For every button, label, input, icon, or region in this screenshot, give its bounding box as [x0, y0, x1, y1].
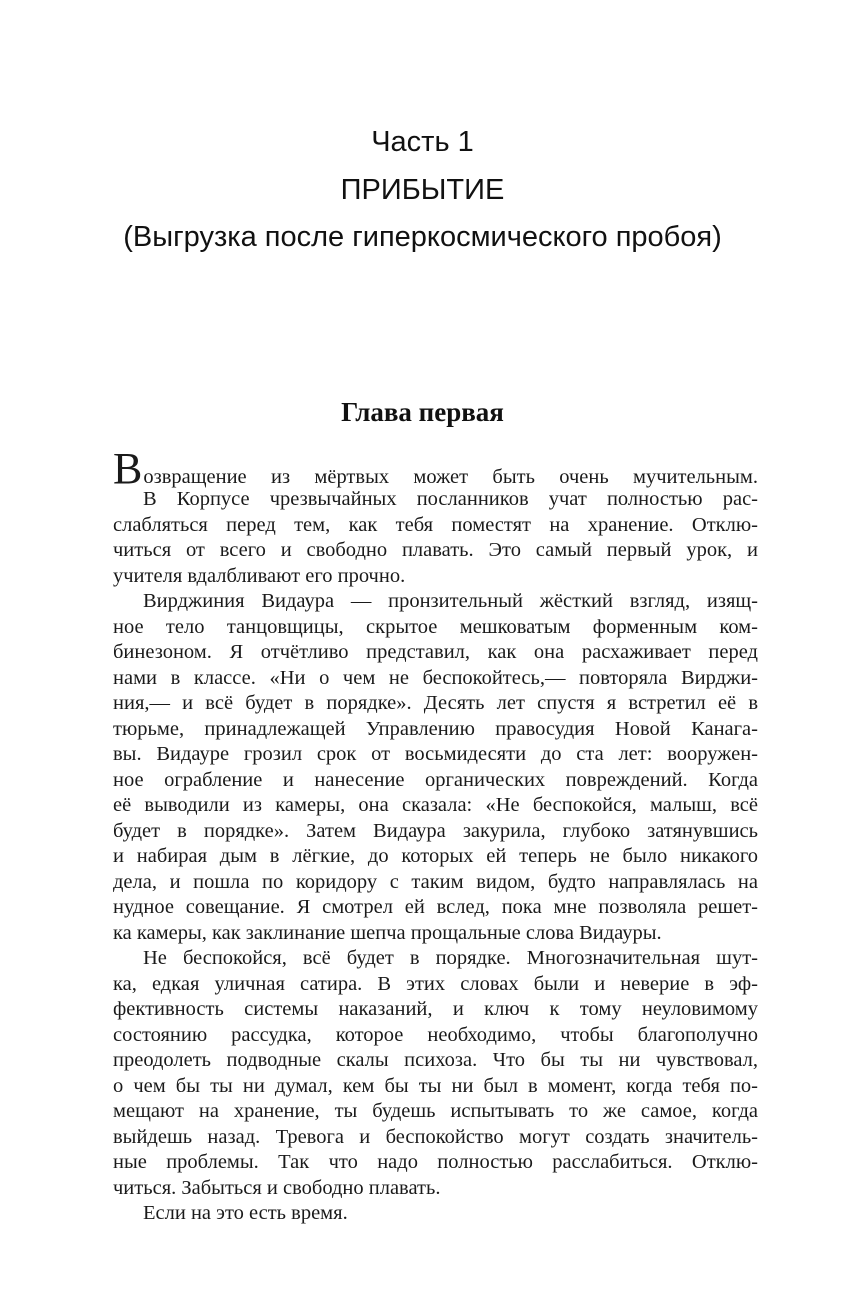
- text-line: [113, 1048, 758, 1074]
- text-line: [113, 946, 758, 972]
- line-text: читься от всего и свободно плавать. Это самый первый урок, и: [113, 539, 758, 561]
- line-text: о чем бы ты ни думал, кем бы ты ни был в момент, когда тебя по-: [113, 1074, 758, 1097]
- line-text: ное ограбление и нанесение органических повреждений. Когда: [113, 768, 758, 791]
- line-text: озвращение из мёртвых может быть очень мучительным.: [143, 466, 758, 488]
- text-line: [113, 895, 758, 921]
- text-line: [113, 844, 758, 870]
- text-line: [113, 1023, 758, 1049]
- text-line: [113, 921, 758, 947]
- text-line: [113, 870, 758, 896]
- line-text: нами в классе. «Ни о чем не беспокойтесь,— повторяла Вирджи-: [113, 666, 758, 689]
- line-text: ное тело танцовщицы, скрытое мешковатым форменным ком-: [113, 615, 758, 638]
- text-line: [113, 589, 758, 615]
- line-text: слабляться перед тем, как тебя поместят на хранение. Отклю-: [113, 513, 758, 536]
- line-text: тюрьме, принадлежащей Управлению правосудия Новой Канага-: [113, 717, 758, 740]
- text-line: [113, 1201, 758, 1227]
- line-text: и набирая дым в лёгкие, до которых ей теперь не было никакого: [113, 845, 758, 867]
- chapter-body: [113, 444, 758, 1227]
- part-subtitle: (Выгрузка после гиперкосмического пробоя): [123, 221, 722, 253]
- line-text: бинезоном. Я отчётливо представил, как она расхаживает перед: [113, 641, 758, 663]
- line-text: её выводили из камеры, она сказала: «Не беспокойся, малыш, всё: [113, 794, 758, 816]
- text-line: [113, 793, 758, 819]
- line-text: учителя вдалбливают его прочно.: [113, 564, 406, 587]
- text-line: [113, 819, 758, 845]
- line-text: ка, едкая уличная сатира. В этих словах были и неверие в эф-: [113, 972, 758, 995]
- text-line: [113, 1125, 758, 1151]
- text-line: [113, 717, 758, 743]
- line-text: дела, и пошла по коридору с таким видом, будто направлялась на: [113, 870, 758, 893]
- text-line: [113, 972, 758, 998]
- line-text: ния,— и всё будет в порядке». Десять лет спустя я встретил её в: [113, 692, 758, 714]
- text-line: [113, 444, 758, 493]
- text-line: [113, 564, 758, 590]
- line-text: Не беспокойся, всё будет в порядке. Многозначительная шут-: [143, 947, 758, 969]
- line-text: состоянию рассудка, которое необходимо, чтобы благополучно: [113, 1023, 758, 1046]
- line-text: мещают на хранение, ты будешь испытывать то же самое, когда: [113, 1100, 758, 1122]
- line-text: читься. Забыться и свободно плавать.: [113, 1176, 441, 1199]
- part-title: ПРИБЫТИЕ: [340, 174, 505, 206]
- text-line: [113, 742, 758, 768]
- line-text: выйдешь назад. Тревога и беспокойство могут создать значитель-: [113, 1125, 758, 1148]
- text-line: [113, 615, 758, 641]
- text-line: [113, 768, 758, 794]
- text-line: [113, 640, 758, 666]
- text-line: [113, 1074, 758, 1100]
- line-text: Вирджиния Видаура — пронзительный жёсткий взгляд, изящ-: [143, 590, 758, 612]
- drop-cap: В: [113, 444, 143, 493]
- text-line: [113, 538, 758, 564]
- line-text: будет в порядке». Затем Видаура закурила, глубоко затянувшись: [113, 819, 758, 842]
- text-line: [113, 1099, 758, 1125]
- chapter-title: Глава первая: [341, 397, 504, 427]
- line-text: вы. Видауре грозил срок от восьмидесяти до ста лет: вооружен-: [113, 743, 758, 765]
- text-line: [113, 997, 758, 1023]
- text-line: [113, 513, 758, 539]
- line-text: В Корпусе чрезвычайных посланников учат полностью рас-: [143, 488, 758, 510]
- text-line: [113, 666, 758, 692]
- line-text: нудное совещание. Я смотрел ей вслед, пока мне позволяла решет-: [113, 896, 758, 918]
- line-text: преодолеть подводные скалы психоза. Что бы ты ни чувствовал,: [113, 1049, 758, 1071]
- line-text: ные проблемы. Так что надо полностью расслабиться. Отклю-: [113, 1151, 758, 1173]
- text-line: [113, 487, 758, 513]
- part-number: Часть 1: [371, 126, 474, 158]
- text-line: [113, 691, 758, 717]
- text-line: [113, 1176, 758, 1202]
- line-text: ка камеры, как заклинание шепча прощальные слова Видауры.: [113, 921, 662, 944]
- line-text: Если на это есть время.: [143, 1202, 348, 1224]
- text-line: [113, 1150, 758, 1176]
- line-text: фективность системы наказаний, и ключ к тому неуловимому: [113, 998, 758, 1020]
